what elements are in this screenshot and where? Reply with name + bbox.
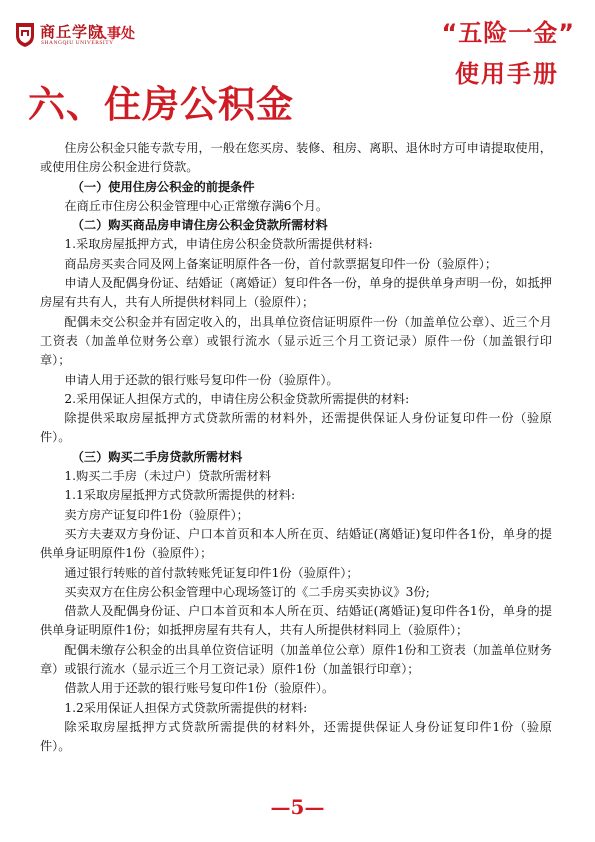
body-paragraph: 通过银行转账的首付款转账凭证复印件1份（验原件）； bbox=[64, 565, 359, 580]
body-paragraph: 买卖双方在住房公积金管理中心现场签订的《二手房买卖协议》3份; bbox=[64, 584, 430, 599]
body-paragraph: 卖方房产证复印件1份（验原件）； bbox=[64, 507, 249, 522]
department-name: 人事处 bbox=[93, 26, 135, 42]
subsection-heading: （一）使用住房公积金的前提条件 bbox=[71, 179, 255, 194]
body-paragraph: 借款人用于还款的银行账号复印件1份（验原件）。 bbox=[64, 681, 335, 696]
body-paragraph: 除采取房屋抵押方式贷款所需提供的材料外，还需提供保证人身份证复印件1份（验原件）。 bbox=[40, 719, 552, 754]
body-paragraph: 在商丘市住房公积金管理中心正常缴存满6个月。 bbox=[64, 198, 329, 213]
body-paragraph: 配偶未缴存公积金的出具单位资信证明（加盖单位公章）原件1份和工资表（加盖单位财务章）或银行流水（显示近三个月工资记录）原件1份（加盖银行印章）； bbox=[40, 642, 552, 677]
subsection-heading: （三）购买二手房贷款所需材料 bbox=[71, 449, 243, 464]
body-paragraph: 1.采取房屋抵押方式，申请住房公积金贷款所需提供材料: bbox=[64, 237, 373, 252]
section-title: 六、住房公积金 bbox=[28, 83, 294, 126]
body-paragraph: 2.采用保证人担保方式的，申请住房公积金贷款所需提供的材料: bbox=[64, 391, 410, 406]
university-emblem-icon bbox=[14, 20, 36, 48]
page-number: —5— bbox=[270, 795, 325, 819]
subsection-heading: （二）购买商品房申请住房公积金贷款所需材料 bbox=[71, 218, 328, 233]
body-paragraph: 1.购买二手房（未过户）贷款所需材料 bbox=[64, 469, 272, 484]
handbook-title-line2: 使用手册 bbox=[455, 60, 559, 88]
body-paragraph: 配偶未交公积金并有固定收入的，出具单位资信证明原件一份（加盖单位公章）、近三个月工资表（加盖单位财务公章）或银行流水（显示近三个月工资记录）原件一份（加盖银行印章）； bbox=[40, 314, 552, 368]
body-paragraph: 1.1采取房屋抵押方式贷款所需提供的材料: bbox=[64, 488, 296, 503]
body-paragraph: 买方夫妻双方身份证、户口本首页和本人所在页、结婚证(离婚证)复印件各1份，单身的提供单身证明原件1份（验原件）； bbox=[40, 526, 552, 561]
body-paragraph: 申请人及配偶身份证、结婚证（离婚证）复印件各一份，单身的提供单身声明一份，如抵押房屋有共有人，共有人所提供材料同上（验原件）； bbox=[40, 276, 552, 310]
body-paragraph: 申请人用于还款的银行账号复印件一份（验原件）。 bbox=[64, 372, 339, 387]
body-paragraph: 1.2采用保证人担保方式贷款所需提供的材料: bbox=[64, 700, 308, 715]
document-body bbox=[40, 139, 552, 757]
handbook-title-line1: “五险一金” bbox=[441, 19, 575, 47]
body-paragraph: 除提供采取房屋抵押方式贷款所需的材料外，还需提供保证人身份证复印件一份（验原件）。 bbox=[40, 411, 552, 445]
logo-english-name: SHANGQIU UNIVERSITY bbox=[41, 40, 114, 46]
body-paragraph: 商品房买卖合同及网上备案证明原件各一份，首付款票据复印件一份（验原件）； bbox=[64, 256, 498, 271]
body-paragraph: 住房公积金只能专款专用，一般在您买房、装修、租房、离职、退休时方可申请提取使用，或使用住房公积金进行贷款。 bbox=[40, 141, 552, 175]
logo-chinese-name: 商丘学院 bbox=[40, 23, 105, 41]
body-paragraph: 借款人及配偶身份证、户口本首页和本人所在页、结婚证(离婚证)复印件各1份，单身的提供单身证明原件1份；如抵押房屋有共有人，共有人所提供材料同上（验原件）； bbox=[40, 604, 552, 638]
